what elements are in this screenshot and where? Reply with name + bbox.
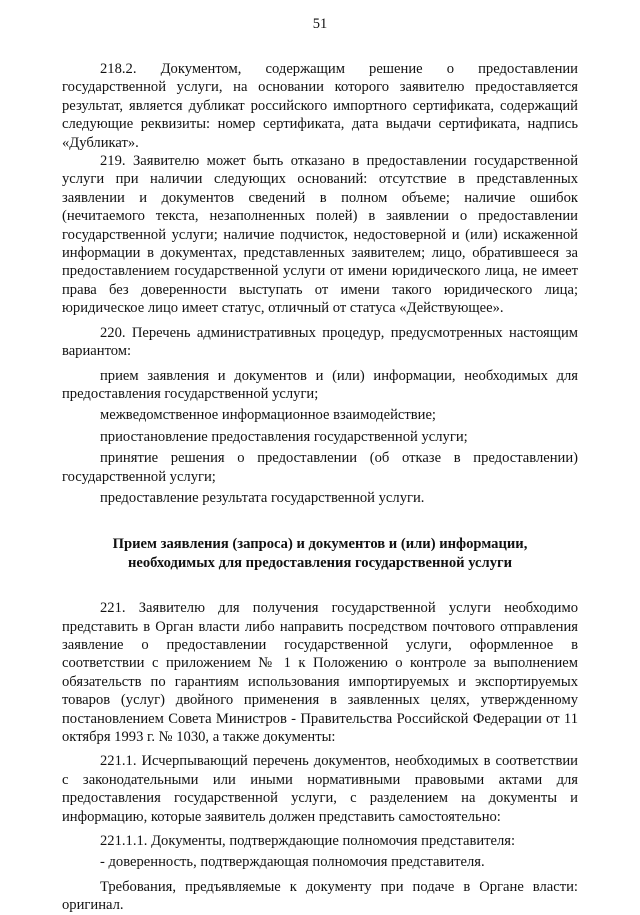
list-item-power-of-attorney: - доверенность, подтверждающая полномочия представителя. bbox=[100, 854, 485, 871]
paragraph-218-2: 218.2. Документом, содержащим решение о предоставлении государственной услуги, на основании которого заявителю предоставляется результат, является дубликат российского импортного сертификата, содержащий следующие реквизиты: номер сертификата, дата выдачи сертификата, надпись «Дубликат». bbox=[62, 61, 578, 151]
section-heading-line: Прием заявления (запроса) и документов и (или) информации, bbox=[112, 536, 528, 553]
paragraph-219: 219. Заявителю может быть отказано в предоставлении государственной услуги при наличии следующих оснований: отсутствие в представленных заявлении и документов сведений в полном объеме; наличие ошибок (нечитаемого текста, незаполненных полей) в заявлении о предоставлении государственной услуги; наличие подчисток, недостоверной и (или) искаженной информации в документах, представленных заявителем; лицо, обратившееся за предоставлением государственной услуги от имени юридического лица, не имеет права без доверенности выступать от имени такого юридического лица; юридическое лицо имеет статус, отличный от статуса «Действующее». bbox=[62, 153, 578, 317]
paragraph-requirements: Требования, предъявляемые к документу при подаче в Органе власти: оригинал. bbox=[62, 878, 578, 914]
procedure-item: принятие решения о предоставлении (об отказе в предоставлении) государственной услуги; bbox=[62, 450, 578, 485]
procedure-item: приостановление предоставления государственной услуги; bbox=[100, 428, 468, 445]
document-body bbox=[62, 60, 578, 915]
section-heading-line: необходимых для предоставления государственной услуги bbox=[127, 554, 513, 571]
paragraph-220: 220. Перечень административных процедур, предусмотренных настоящим вариантом: bbox=[62, 324, 578, 360]
procedure-item: предоставление результата государственной услуги. bbox=[100, 489, 425, 506]
paragraph-221: 221. Заявителю для получения государственной услуги необходимо представить в Орган власти либо направить посредством почтового отправления заявление о предоставлении государственной услуги, оформленное в соответствии с приложением № 1 к Положению о контроле за выполнением обязательств по гарантиям использования импортируемых и экспортируемых товаров (услуг) двойного применения в заявленных целях, утвержденному постановлением Совета Министров - Правительства Российской Федерации от 11 октября 1993 г. № 1030, а также документы: bbox=[62, 600, 578, 745]
paragraph-221-1: 221.1. Исчерпывающий перечень документов, необходимых в соответствии с законодательными или иными нормативными правовыми актами для предоставления государственной услуги, с разделением на документы и информацию, которые заявитель должен представить самостоятельно: bbox=[62, 753, 578, 825]
page-number: 51 bbox=[312, 16, 328, 32]
section-heading bbox=[62, 535, 578, 572]
procedure-item: межведомственное информационное взаимодействие; bbox=[100, 407, 436, 424]
procedure-item: прием заявления и документов и (или) информации, необходимых для предоставления государственной услуги; bbox=[62, 367, 578, 402]
paragraph-221-1-1: 221.1.1. Документы, подтверждающие полномочия представителя: bbox=[100, 833, 516, 850]
